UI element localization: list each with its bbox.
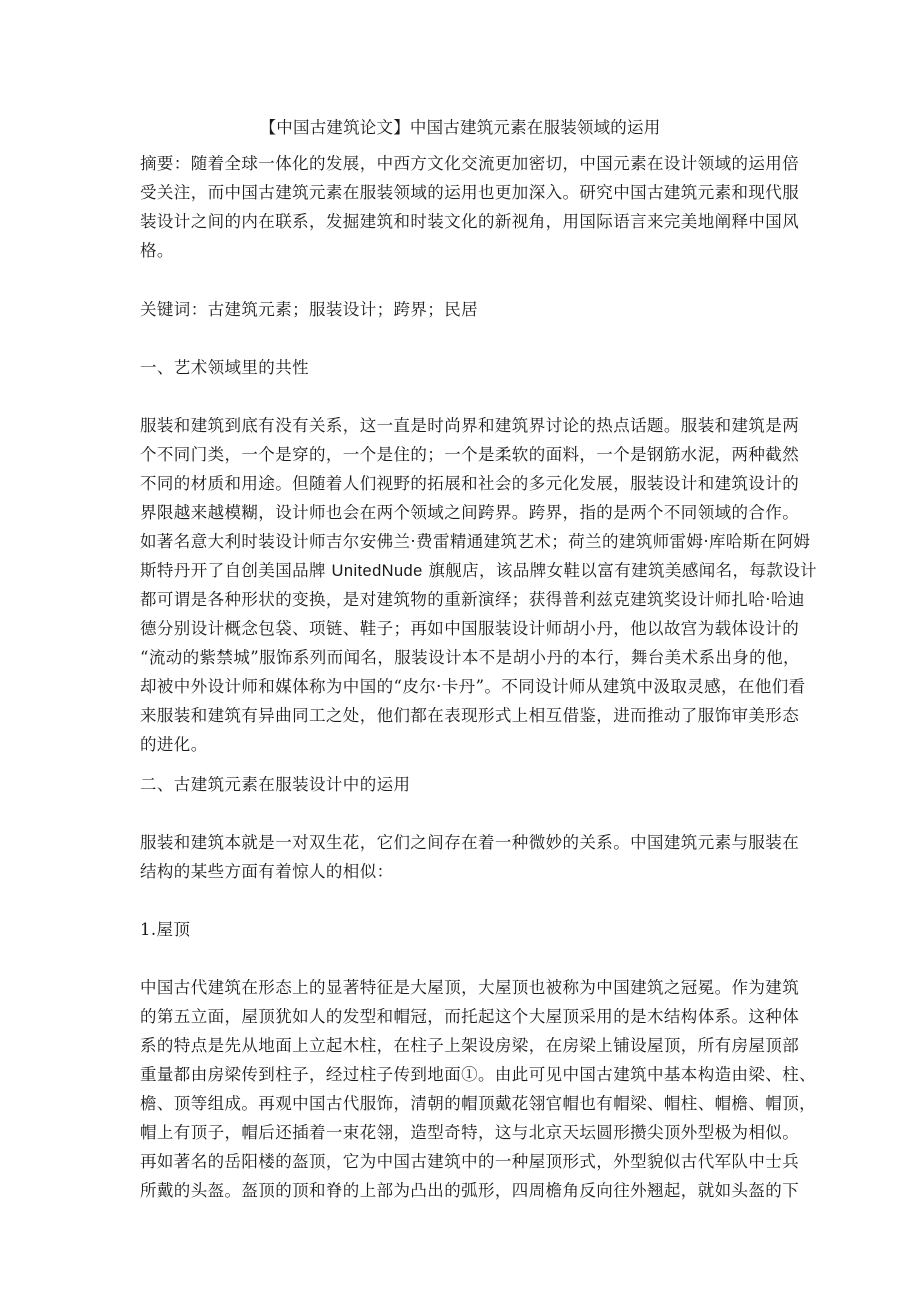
paragraph-line: 的第五立面，屋顶犹如人的发型和帽冠，而托起这个大屋顶采用的是木结构体系。这种体 (140, 1007, 800, 1026)
abstract-line: 摘要：随着全球一体化的发展，中西方文化交流更加密切，中国元素在设计领域的运用倍 (140, 154, 800, 173)
section-heading-text: 一、艺术领域里的共性 (140, 358, 309, 377)
keywords-text: 关键词：古建筑元素；服装设计；跨界；民居 (140, 300, 478, 319)
abstract-line: 格。 (140, 241, 174, 260)
paragraph-line: 帽上有顶子，帽后还插着一束花翎，造型奇特，这与北京天坛圆形攒尖顶外型极为相似。 (140, 1123, 800, 1142)
paragraph-line: 德分别设计概念包袋、项链、鞋子；再如中国服装设计师胡小丹，他以故宫为载体设计的 (140, 619, 800, 638)
section2-paragraph (140, 828, 800, 886)
abstract (140, 149, 800, 265)
paragraph-line: 结构的某些方面有着惊人的相似： (140, 862, 394, 881)
paragraph-line: 系的特点是先从地面上立起木柱，在柱子上架设房梁，在房梁上铺设屋顶，所有房屋顶部 (140, 1036, 800, 1055)
paragraph-line: 重量都由房梁传到柱子，经过柱子传到地面①。由此可见中国古建筑中基本构造由梁、柱、 (140, 1065, 816, 1084)
section-heading-1 (140, 353, 772, 382)
section1-paragraph (140, 411, 818, 759)
section-heading-2 (140, 770, 772, 799)
paragraph-line: “流动的紫禁城”服饰系列而闻名，服装设计本不是胡小丹的本行，舞台美术系出身的他， (140, 648, 800, 667)
abstract-line: 装设计之间的内在联系，发掘建筑和时装文化的新视角，用国际语言来完美地阐释中国风 (140, 212, 800, 231)
brand-name: UnitedNude (331, 562, 423, 580)
paragraph-line: 再如著名的岳阳楼的盔顶，它为中国古建筑中的一种屋顶形式，外型貌似古代军队中士兵 (140, 1152, 800, 1171)
paragraph-line: 檐、顶等组成。再观中国古代服饰，清朝的帽顶戴花翎官帽也有帽梁、帽柱、帽檐、帽顶， (140, 1094, 816, 1113)
text-span: 斯特丹开了自创美国品牌 (140, 561, 332, 580)
document-title: 【中国古建筑论文】中国古建筑元素在服装领域的运用 (259, 118, 661, 137)
paragraph-line: 服装和建筑本就是一对双生花，它们之间存在着一种微妙的关系。中国建筑元素与服装在 (140, 833, 800, 852)
paragraph-line: 如著名意大利时装设计师吉尔安佛兰·费雷精通建筑艺术；荷兰的建筑师雷姆·库哈斯在阿姆 (140, 532, 811, 551)
paragraph-line: 的进化。 (140, 735, 208, 754)
paragraph-line: 服装和建筑到底有没有关系，这一直是时尚界和建筑界讨论的热点话题。服装和建筑是两 (140, 416, 800, 435)
abstract-line: 受关注，而中国古建筑元素在服装领域的运用也更加深入。研究中国古建筑元素和现代服 (140, 183, 800, 202)
section-heading-text: 二、古建筑元素在服装设计中的运用 (140, 775, 411, 794)
subsection-heading-1 (140, 915, 772, 944)
paragraph-line: 中国古代建筑在形态上的显著特征是大屋顶，大屋顶也被称为中国建筑之冠冕。作为建筑 (140, 978, 800, 997)
paragraph-line: 个不同门类，一个是穿的，一个是住的；一个是柔软的面料，一个是钢筋水泥，两种截然 (140, 445, 800, 464)
paragraph-line (140, 556, 818, 585)
paragraph-line: 界限越来越模糊，设计师也会在两个领域之间跨界。跨界，指的是两个不同领域的合作。 (140, 503, 800, 522)
paragraph-line: 来服装和建筑有异曲同工之处，他们都在表现形式上相互借鉴，进而推动了服饰审美形态 (140, 706, 800, 725)
paragraph-line: 却被中外设计师和媒体称为中国的“皮尔·卡丹”。不同设计师从建筑中汲取灵感，在他们看 (140, 677, 806, 696)
paragraph-line: 所戴的头盔。盔顶的顶和脊的上部为凸出的弧形，四周檐角反向往外翘起，就如头盔的下 (140, 1181, 800, 1200)
keywords (140, 295, 772, 324)
subsection-heading-text: 1.屋顶 (140, 920, 191, 939)
subsection1-paragraph (140, 973, 816, 1205)
paragraph-line: 都可谓是各种形状的变换，是对建筑物的重新演绎；获得普利兹克建筑奖设计师扎哈·哈迪 (140, 590, 805, 609)
text-span: 旗舰店，该品牌女鞋以富有建筑美感闻名，每款设计 (422, 561, 818, 580)
paragraph-line: 不同的材质和用途。但随着人们视野的拓展和社会的多元化发展，服装设计和建筑设计的 (140, 474, 800, 493)
